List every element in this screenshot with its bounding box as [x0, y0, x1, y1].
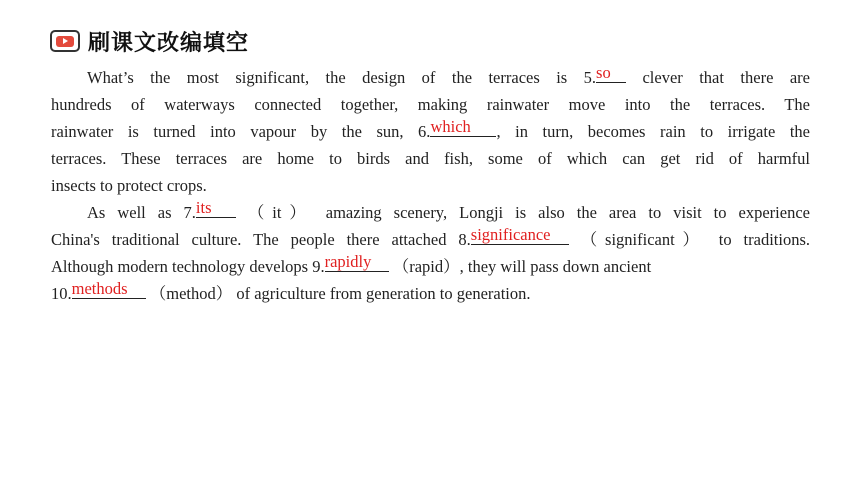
blank-8	[470, 225, 569, 245]
passage-line: China's traditional culture. The people there attached 8. significance （significant） to traditions.	[51, 225, 810, 249]
answer-9: rapidly	[324, 252, 372, 271]
passage-line: rainwater is turned into vapour by the sun, 6. which , in turn, becomes rain to irrigate the	[51, 117, 810, 141]
blank-10	[71, 279, 146, 299]
answer-7: its	[195, 198, 212, 217]
passage-line: Although modern technology develops 9. rapidly （rapid）, they will pass down ancient	[51, 252, 652, 276]
blank-9	[324, 252, 389, 272]
passage-line: As well as 7. its （it） amazing scenery, Longji is also the area to visit to experience	[87, 198, 810, 222]
video-play-icon	[50, 30, 80, 52]
passage-line: What’s the most significant, the design of the terraces is 5. so clever that there are	[87, 63, 810, 87]
blank-7	[195, 198, 236, 218]
blank-5	[596, 63, 626, 83]
section-header	[50, 26, 249, 56]
blank-6	[430, 117, 496, 137]
cloze-passage	[51, 64, 810, 307]
answer-5: so	[596, 63, 611, 82]
answer-8: significance	[470, 225, 551, 244]
section-title: 刷课文改编填空	[88, 30, 250, 56]
passage-line: 10. methods （method） of agriculture from generation to generation.	[51, 279, 531, 303]
answer-6: which	[430, 117, 471, 136]
passage-line: hundreds of waterways connected together, making rainwater move into the terraces. The	[51, 95, 810, 114]
answer-10: methods	[71, 279, 128, 298]
passage-line: terraces. These terraces are home to birds and fish, some of which can get rid of harmful	[51, 149, 810, 168]
passage-line: insects to protect crops.	[51, 176, 207, 195]
